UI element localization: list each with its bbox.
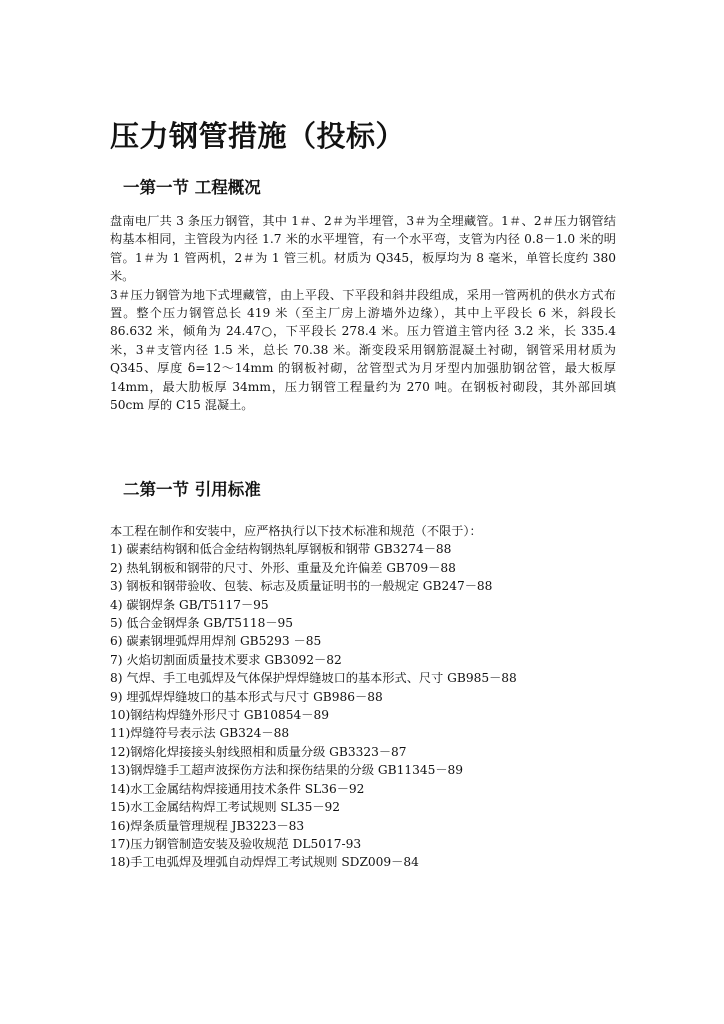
list-item: 16)焊条质量管理规程 JB3223－83: [110, 818, 305, 833]
list-item: 17)压力钢管制造安装及验收规范 DL5017-93: [110, 836, 362, 851]
section-heading-standards: 二第一节 引用标准: [123, 480, 261, 499]
list-item: 7) 火焰切割面质量技术要求 GB3092－82: [110, 652, 342, 667]
list-item: 3) 钢板和钢带验收、包装、标志及质量证明书的一般规定 GB247－88: [110, 579, 493, 594]
list-item: 11)焊缝符号表示法 GB324－88: [110, 726, 290, 741]
list-item: 2) 热轧钢板和钢带的尺寸、外形、重量及允许偏差 GB709－88: [110, 560, 456, 575]
list-item: 14)水工金属结构焊接通用技术条件 SL36－92: [110, 781, 365, 796]
list-item: 18)手工电弧焊及埋弧自动焊焊工考试规则 SDZ009－84: [110, 855, 419, 870]
overview-body: [110, 212, 616, 414]
list-item: 9) 埋弧焊焊缝坡口的基本形式与尺寸 GB986－88: [110, 689, 383, 704]
standards-list: [110, 540, 616, 871]
list-item: 10)钢结构焊缝外形尺寸 GB10854－89: [110, 708, 329, 723]
list-item: 1) 碳素结构钢和低合金结构钢热轧厚钢板和钢带 GB3274－88: [110, 542, 452, 557]
overview-paragraph: 3＃压力钢管为地下式埋藏管，由上平段、下平段和斜井段组成，采用一管两机的供水方式布置。整个压力钢管总长 419 米（至主厂房上游墙外边缘），其中上平段长 6 米，斜段长 86.632 米，倾角为 24.47○，下平段长 278.4 米。压力管道主管内径 3.2 米，长 335.4 米，3＃支管内径 1.5 米，总长 70.38 米。渐变段采用钢筋混凝土衬砌，钢管采用材质为 Q345、厚度 δ=12～14mm 的钢板衬砌，岔管型式为月牙型内加强肋钢岔管，最大板厚 14mm，最大肋板厚 34mm，压力钢管工程量约为 270 吨。在钢板衬砌段，其外部回填 50cm 厚的 C15 混凝土。: [110, 287, 616, 413]
list-item: 6) 碳素钢埋弧焊用焊剂 GB5293 －85: [110, 634, 322, 649]
list-item: 8) 气焊、手工电弧焊及气体保护焊焊缝坡口的基本形式、尺寸 GB985－88: [110, 671, 517, 686]
list-item: 13)钢焊缝手工超声波探伤方法和探伤结果的分级 GB11345－89: [110, 763, 464, 778]
list-item: 15)水工金属结构焊工考试规则 SL35－92: [110, 800, 341, 815]
section-heading-overview: 一第一节 工程概况: [123, 178, 261, 197]
list-item: 12)钢熔化焊接接头射线照相和质量分级 GB3323－87: [110, 744, 407, 759]
list-item: 4) 碳钢焊条 GB/T5117－95: [110, 597, 269, 612]
standards-body: [110, 522, 616, 872]
standards-intro: 本工程在制作和安装中，应严格执行以下技术标准和规范（不限于）：: [110, 524, 482, 538]
document-title: 压力钢管措施（投标）: [110, 119, 406, 153]
list-item: 5) 低合金钢焊条 GB/T5118－95: [110, 616, 294, 631]
overview-paragraph: 盘南电厂共 3 条压力钢管，其中 1＃、2＃为半埋管，3＃为全埋藏管。1＃、2＃压力钢管结构基本相同，主管段为内径 1.7 米的水平埋管，有一个水平弯，支管为内径 0.8－1.0 米的明管。1＃为 1 管两机，2＃为 1 管三机。材质为 Q345，板厚均为 8 毫米，单管长度约 380 米。: [110, 214, 616, 284]
